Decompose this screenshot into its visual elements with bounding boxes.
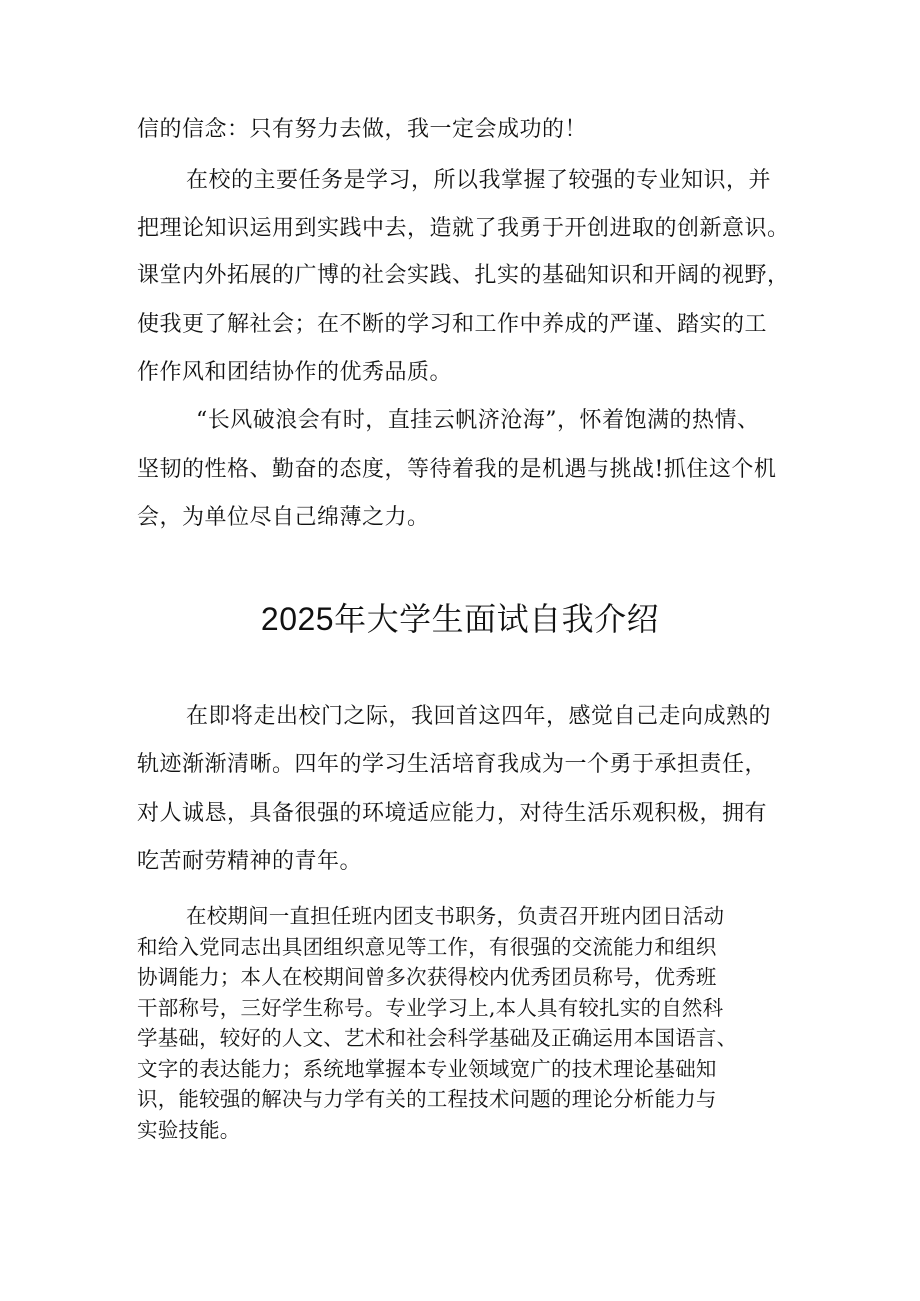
paragraph-line: 坚韧的性格、勤奋的态度，等待着我的是机遇与挑战!抓住这个机 [137, 457, 777, 482]
paragraph-line: 协调能力；本人在校期间曾多次获得校内优秀团员称号，优秀班 [137, 965, 717, 989]
paragraph-line: 把理论知识运用到实践中去，造就了我勇于开创进取的创新意识。 [137, 216, 790, 241]
paragraph-line: 识，能较强的解决与力学有关的工程技术问题的理论分析能力与 [137, 1087, 717, 1111]
paragraph-line: 在校期间一直担任班内团支书职务，负责召开班内团日活动 [186, 904, 725, 928]
paragraph-line: 干部称号，三好学生称号。专业学习上,本人具有较扎实的自然科 [137, 996, 724, 1020]
paragraph-line: 吃苦耐劳精神的青年。 [137, 849, 363, 874]
paragraph-line: 实验技能。 [137, 1118, 241, 1142]
paragraph-line: 在校的主要任务是学习，所以我掌握了较强的专业知识，并 [186, 168, 772, 193]
paragraph-line: “长风破浪会有时，直挂云帆济沧海”，怀着饱满的热情、 [196, 408, 760, 433]
paragraph-line: 学基础，较好的人文、艺术和社会科学基础及正确运用本国语言、 [137, 1026, 738, 1050]
paragraph-line: 和给入党同志出具团组织意见等工作，有很强的交流能力和组织 [137, 935, 717, 959]
paragraph-line: 课堂内外拓展的广博的社会实践、扎实的基础知识和开阔的视野， [137, 263, 790, 288]
paragraph-line: 文字的表达能力；系统地掌握本专业领域宽广的技术理论基础知 [137, 1057, 717, 1081]
paragraph-line: 在即将走出校门之际，我回首这四年，感觉自己走向成熟的 [186, 704, 772, 729]
paragraph-line: 对人诚恳，具备很强的环境适应能力，对待生活乐观积极，拥有 [137, 801, 768, 826]
paragraph-line: 轨迹渐渐清晰。四年的学习生活培育我成为一个勇于承担责任， [137, 752, 768, 777]
paragraph-line: 信的信念：只有努力去做，我一定会成功的！ [137, 117, 588, 142]
paragraph-line: 使我更了解社会；在不断的学习和工作中养成的严谨、踏实的工 [137, 312, 768, 337]
page-title: 2025年大学生面试自我介绍 [260, 601, 660, 637]
paragraph-line: 会，为单位尽自己绵薄之力。 [137, 505, 430, 530]
paragraph-line: 作作风和团结协作的优秀品质。 [137, 360, 453, 385]
